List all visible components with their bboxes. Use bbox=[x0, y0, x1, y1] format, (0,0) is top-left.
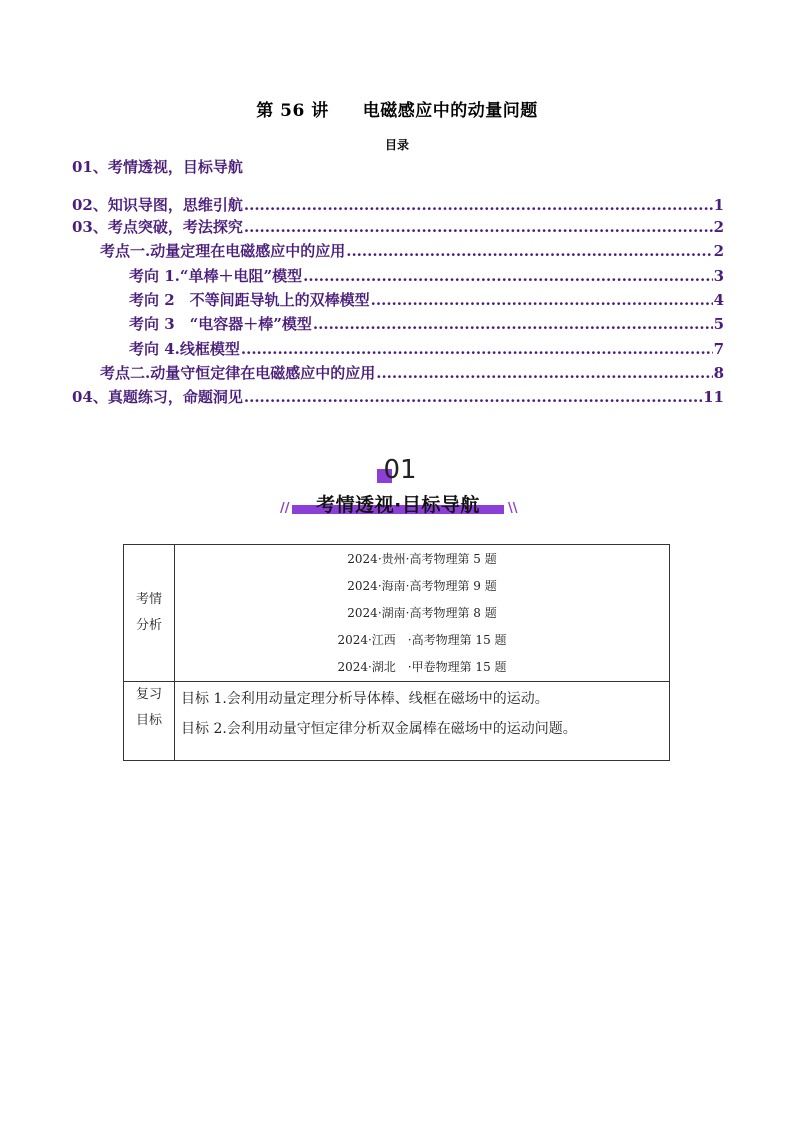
lecture-number: 第 56 讲 bbox=[256, 101, 329, 121]
exam-analysis-table bbox=[123, 544, 670, 761]
list-item: 目标 1.会利用动量定理分析导体棒、线框在磁场中的运动。 bbox=[181, 691, 549, 707]
section-title-bar bbox=[292, 492, 504, 514]
toc-entry-10[interactable]: 04、真题练习，命题洞见 ..... 11 bbox=[72, 386, 724, 408]
lecture-topic: 电磁感应中的动量问题 bbox=[362, 101, 538, 121]
list-item: 2024·湖南·高考物理第 8 题 bbox=[347, 605, 497, 620]
exam-list-cell bbox=[175, 545, 670, 682]
section-banner bbox=[0, 455, 794, 525]
toc-entry-4[interactable]: 考点一.动量定理在电磁感应中的应用 ..... 2 bbox=[100, 240, 724, 262]
toc-heading: 目录 bbox=[384, 138, 409, 152]
toc-entry-6[interactable]: 考向 2 不等间距导轨上的双棒模型 ..... 4 bbox=[129, 289, 724, 311]
toc-entry-7[interactable]: 考向 3 “电容器＋棒”模型 ..... 5 bbox=[129, 313, 724, 335]
review-goals-label: 复习 目标 bbox=[124, 682, 175, 761]
list-item: 2024·贵州·高考物理第 5 题 bbox=[347, 551, 497, 566]
toc-entry-9[interactable]: 考点二.动量守恒定律在电磁感应中的应用 ..... 8 bbox=[100, 362, 724, 384]
toc-entry-8[interactable]: 考向 4.线框模型 ..... 7 bbox=[129, 338, 724, 360]
section-number: 01 bbox=[383, 455, 417, 485]
toc-entry-3[interactable]: 03、考点突破，考法探究 ..... 2 bbox=[72, 216, 724, 238]
list-item: 2024·湖北 ·甲卷物理第 15 题 bbox=[337, 659, 507, 674]
list-item: 目标 2.会利用动量守恒定律分析双金属棒在磁场中的运动问题。 bbox=[181, 721, 577, 737]
toc-entry-2[interactable]: 02、知识导图，思维引航 ..... 1 bbox=[72, 194, 724, 216]
table-row-exam bbox=[124, 545, 670, 682]
toc-entry-1[interactable]: 01、考情透视，目标导航 bbox=[72, 158, 243, 176]
exam-analysis-label: 考情 分析 bbox=[124, 545, 175, 682]
table-row-goals bbox=[124, 682, 670, 761]
list-item: 2024·海南·高考物理第 9 题 bbox=[347, 578, 497, 593]
section-title: 考情透视·目标导航 bbox=[316, 494, 480, 516]
slash-left-decoration: // bbox=[280, 501, 290, 516]
slash-right-decoration: \\ bbox=[508, 501, 518, 516]
list-item: 2024·江西 ·高考物理第 15 题 bbox=[337, 632, 507, 647]
document-title bbox=[0, 96, 794, 121]
goals-cell bbox=[175, 682, 670, 761]
toc-entry-5[interactable]: 考向 1.“单棒＋电阻”模型 ..... 3 bbox=[129, 265, 724, 287]
